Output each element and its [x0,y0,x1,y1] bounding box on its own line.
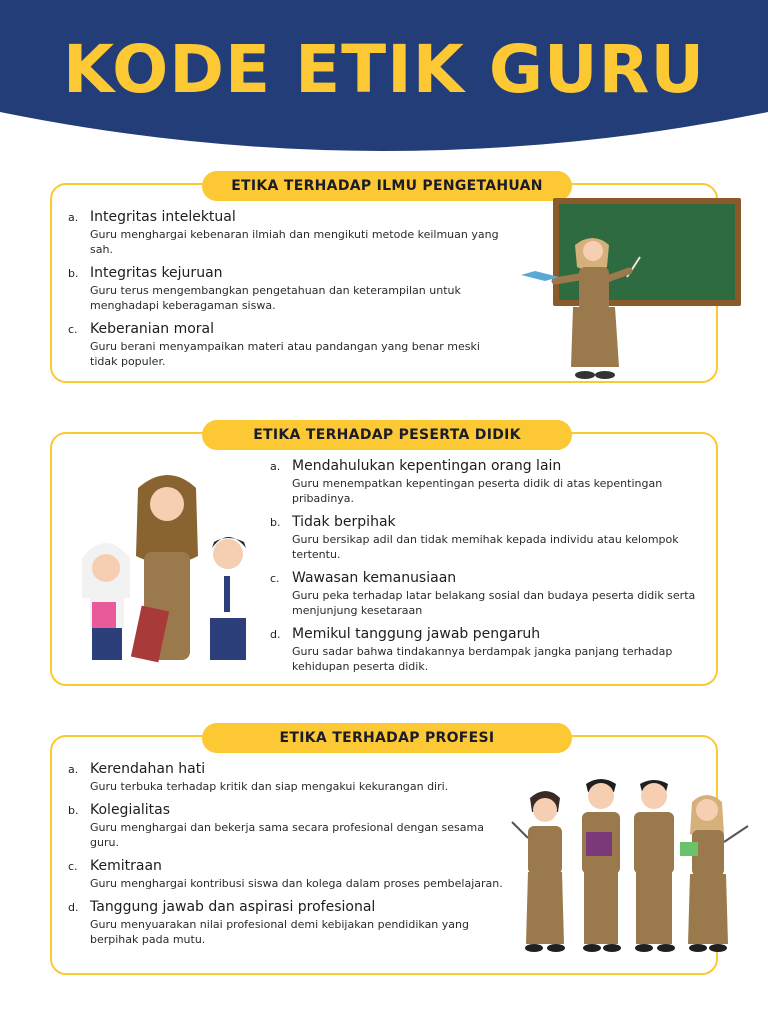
item-heading: Tidak berpihak [292,514,396,530]
header-banner [0,0,768,160]
item-list [270,458,710,682]
list-item [270,626,710,674]
item-description: Guru menghargai dan bekerja sama secara profesional dengan sesama guru. [90,821,484,849]
item-description: Guru peka terhadap latar belakang sosial dan budaya peserta didik serta menjunjung kesetaraan [292,589,696,617]
item-description: Guru menempatkan kepentingan peserta didik di atas kepentingan pribadinya. [292,477,663,505]
list-item [68,761,508,794]
item-heading: Integritas intelektual [90,209,236,225]
list-item [68,209,508,257]
item-marker: a. [68,211,79,224]
item-list [68,761,508,955]
item-heading: Keberanian moral [90,321,215,337]
item-marker: d. [270,628,281,641]
teacher-chalkboard-icon [515,195,745,385]
item-heading: Kerendahan hati [90,761,206,777]
list-item [270,514,710,562]
list-item [270,570,710,618]
item-description: Guru terbuka terhadap kritik dan siap mengakui kekurangan diri. [90,780,449,793]
section-title-pill: ETIKA TERHADAP ILMU PENGETAHUAN [202,171,572,201]
item-marker: b. [68,804,79,817]
item-description: Guru menyuarakan nilai profesional demi kebijakan pendidikan yang berpihak pada mutu. [90,918,469,946]
item-marker: c. [68,323,78,336]
item-heading: Kolegialitas [90,802,171,818]
list-item [68,802,508,850]
item-heading: Tanggung jawab dan aspirasi profesional [90,899,376,915]
item-marker: c. [270,572,280,585]
item-marker: b. [270,516,281,529]
item-marker: d. [68,901,79,914]
item-heading: Wawasan kemanusiaan [292,570,457,586]
teacher-students-illustration [78,468,256,664]
section-title-pill: ETIKA TERHADAP PROFESI [202,723,572,753]
item-description: Guru berani menyampaikan materi atau pandangan yang benar meski tidak populer. [90,340,480,368]
list-item [68,265,508,313]
teachers-group-illustration [502,772,752,956]
item-marker: b. [68,267,79,280]
item-heading: Mendahulukan kepentingan orang lain [292,458,562,474]
list-item [68,321,508,369]
teacher-students-icon [78,468,256,664]
item-heading: Memikul tanggung jawab pengaruh [292,626,541,642]
list-item [68,858,508,891]
item-list [68,209,508,377]
item-description: Guru menghargai kebenaran ilmiah dan mengikuti metode keilmuan yang sah. [90,228,499,256]
teacher-chalkboard-illustration [515,195,745,385]
item-marker: a. [68,763,79,776]
item-description: Guru menghargai kontribusi siswa dan kolega dalam proses pembelajaran. [90,877,503,890]
item-heading: Kemitraan [90,858,162,874]
item-marker: a. [270,460,281,473]
item-heading: Integritas kejuruan [90,265,223,281]
item-description: Guru bersikap adil dan tidak memihak kepada individu atau kelompok tertentu. [292,533,679,561]
page-title: KODE ETIK GURU [62,31,706,108]
list-item [68,899,508,947]
list-item [270,458,710,506]
item-description: Guru terus mengembangkan pengetahuan dan keterampilan untuk menghadapi keberagaman siswa. [90,284,461,312]
teachers-group-icon [502,772,752,956]
section-title-pill: ETIKA TERHADAP PESERTA DIDIK [202,420,572,450]
item-marker: c. [68,860,78,873]
item-description: Guru sadar bahwa tindakannya berdampak jangka panjang terhadap kehidupan peserta didik. [292,645,673,673]
